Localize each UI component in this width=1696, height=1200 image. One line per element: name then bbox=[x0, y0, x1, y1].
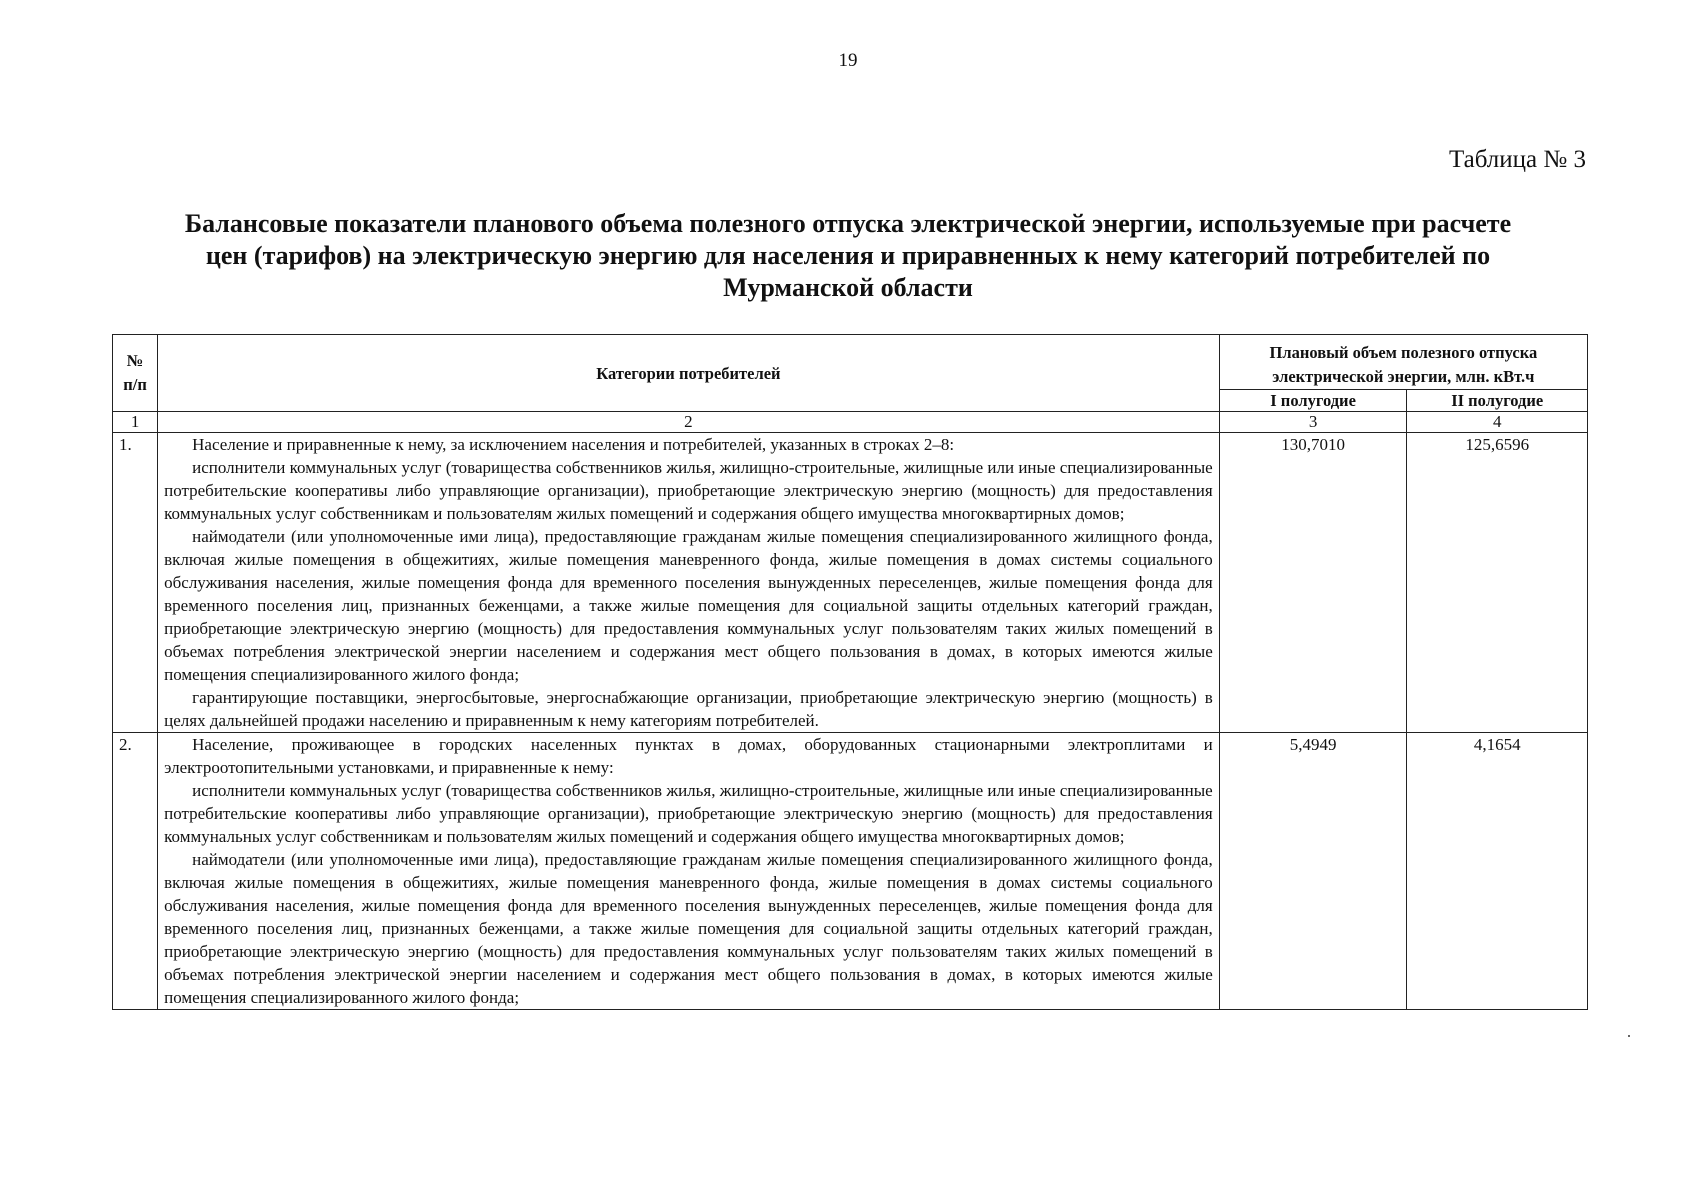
column-number: 2 bbox=[158, 412, 1220, 433]
page-number: 19 bbox=[838, 50, 858, 71]
scan-artifact bbox=[1628, 1035, 1630, 1037]
category-paragraph: Население, проживающее в городских населенных пунктах в домах, оборудованных стационарными электроплитами и электроотопительными установками, и приравненные к нему: bbox=[164, 735, 1213, 777]
category-paragraph: наймодатели (или уполномоченные ими лица), предоставляющие гражданам жилые помещения специализированного жилищного фонда, включая жилые помещения в общежитиях, жилые помещения маневренного фонда, жилые помещения в домах системы социального обслуживания населения, жилые помещения фонда для временного поселения вынужденных переселенцев, жилые помещения фонда для временного поселения лиц, признанных беженцами, а также жилые помещения для социальной защиты отдельных категорий граждан, приобретающие электрическую энергию (мощность) для предоставления коммунальных услуг пользователям таких жилых помещений в объемах потребления электрической энергии населением и содержания мест общего пользования в домах, в которых имеются жилые помещения специализированного жилого фонда; bbox=[164, 850, 1213, 1007]
half1-value: 5,4949 bbox=[1219, 733, 1407, 1010]
document-title bbox=[100, 208, 1596, 304]
column-number: 3 bbox=[1219, 412, 1407, 433]
header-half2: II полугодие bbox=[1407, 390, 1588, 412]
half2-value: 125,6596 bbox=[1407, 433, 1588, 733]
header-category: Категории потребителей bbox=[158, 335, 1220, 412]
column-number: 4 bbox=[1407, 412, 1588, 433]
table-row bbox=[113, 433, 1588, 733]
title-line: Балансовые показатели планового объема полезного отпуска электрической энергии, используемые при расчете bbox=[184, 209, 1512, 238]
header-row bbox=[113, 335, 1588, 390]
half1-value: 130,7010 bbox=[1219, 433, 1407, 733]
half2-value: 4,1654 bbox=[1407, 733, 1588, 1010]
column-number-row bbox=[113, 412, 1588, 433]
column-number: 1 bbox=[113, 412, 158, 433]
category-text bbox=[158, 433, 1220, 733]
table-label: Таблица № 3 bbox=[1448, 146, 1586, 173]
category-text bbox=[158, 733, 1220, 1010]
category-paragraph: исполнители коммунальных услуг (товарищества собственников жилья, жилищно-строительные, жилищные или иные специализированные потребительские кооперативы либо управляющие организации), приобретающие электрическую энергию (мощность) для предоставления коммунальных услуг собственникам и пользователям жилых помещений и содержания общего имущества многоквартирных домов; bbox=[164, 458, 1213, 523]
table-row bbox=[113, 733, 1588, 1010]
category-paragraph: Население и приравненные к нему, за исключением населения и потребителей, указанных в строках 2–8: bbox=[192, 435, 955, 454]
header-volume: Плановый объем полезного отпуска электрической энергии, млн. кВт.ч bbox=[1219, 335, 1587, 390]
category-paragraph: гарантирующие поставщики, энергосбытовые, энергоснабжающие организации, приобретающие электрическую энергию (мощность) в целях дальнейшей продажи населению и приравненным к нему категориям потребителей. bbox=[164, 688, 1213, 730]
category-paragraph: наймодатели (или уполномоченные ими лица), предоставляющие гражданам жилые помещения специализированного жилищного фонда, включая жилые помещения в общежитиях, жилые помещения маневренного фонда, жилые помещения в домах системы социального обслуживания населения, жилые помещения фонда для временного поселения вынужденных переселенцев, жилые помещения фонда для временного поселения лиц, признанных беженцами, а также жилые помещения для социальной защиты отдельных категорий граждан, приобретающие электрическую энергию (мощность) для предоставления коммунальных услуг пользователям таких жилых помещений в объемах потребления электрической энергии населением и содержания мест общего пользования в домах, в которых имеются жилые помещения специализированного жилого фонда; bbox=[164, 527, 1213, 684]
title-line: Мурманской области bbox=[723, 273, 973, 302]
balance-table bbox=[112, 334, 1588, 1010]
header-num: № п/п bbox=[113, 335, 158, 412]
row-number: 2. bbox=[113, 733, 158, 1010]
header-half1: I полугодие bbox=[1219, 390, 1407, 412]
title-line: цен (тарифов) на электрическую энергию для населения и приравненных к нему категорий потребителей по bbox=[205, 241, 1491, 270]
category-paragraph: исполнители коммунальных услуг (товарищества собственников жилья, жилищно-строительные, жилищные или иные специализированные потребительские кооперативы либо управляющие организации), приобретающие электрическую энергию (мощность) для предоставления коммунальных услуг собственникам и пользователям жилых помещений и содержания общего имущества многоквартирных домов; bbox=[164, 781, 1213, 846]
row-number: 1. bbox=[113, 433, 158, 733]
